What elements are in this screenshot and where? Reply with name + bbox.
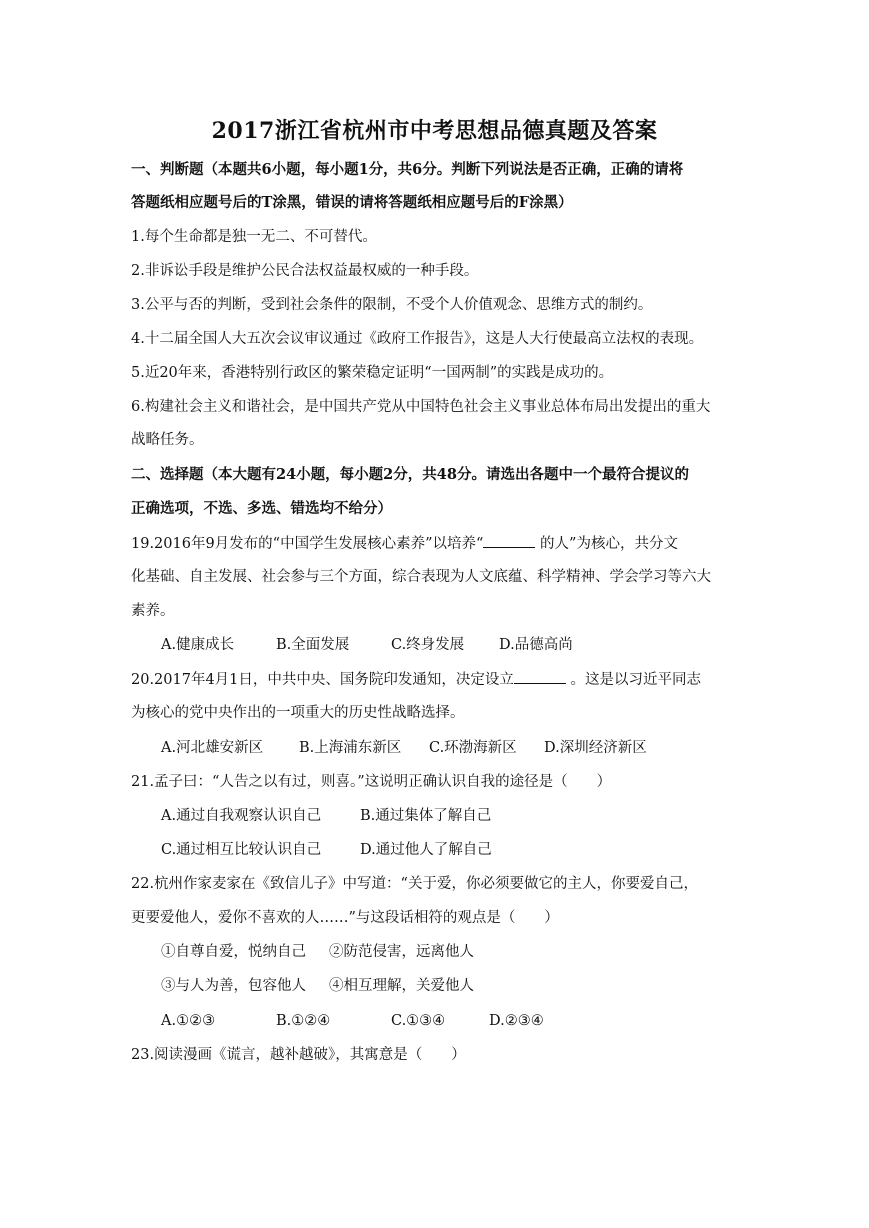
question-19-options bbox=[161, 635, 573, 655]
question-3: 3.公平与否的判断，受到社会条件的限制，不受个人价值观念、思维方式的制约。 bbox=[131, 297, 653, 313]
option-b: B.上海浦东新区 bbox=[299, 740, 402, 756]
question-19-line3: 素养。 bbox=[131, 603, 175, 619]
question-22-statements-row2 bbox=[161, 976, 474, 996]
question-20-line1 bbox=[131, 669, 701, 690]
question-20-text-a: 20.2017年4月1日，中共中央、国务院印发通知，决定设立 bbox=[131, 672, 514, 688]
option-d: D.通过他人了解自己 bbox=[360, 842, 492, 858]
statement-1: ①自尊自爱，悦纳自己 bbox=[161, 944, 306, 960]
question-22-line1: 22.杭州作家麦家在《致信儿子》中写道：“关于爱，你必须要做它的主人，你要爱自己， bbox=[131, 876, 698, 892]
option-d: D.品德高尚 bbox=[499, 637, 573, 653]
document-title: 2017浙江省杭州市中考思想品德真题及答案 bbox=[211, 118, 658, 144]
option-a: A.健康成长 bbox=[161, 637, 235, 653]
answer-blank bbox=[514, 669, 566, 684]
question-20-options bbox=[161, 738, 647, 758]
option-b: B.全面发展 bbox=[276, 637, 350, 653]
option-d: D.深圳经济新区 bbox=[544, 740, 647, 756]
option-b: B.①②④ bbox=[276, 1013, 331, 1029]
question-19-text-b: 的人”为核心，共分文 bbox=[535, 536, 678, 552]
question-6-line2: 战略任务。 bbox=[131, 432, 204, 448]
option-a: A.通过自我观察认识自己 bbox=[161, 808, 322, 824]
section2-heading-line2: 正确选项，不选、多选、错选均不给分） bbox=[131, 500, 392, 517]
question-21-options-row1 bbox=[161, 806, 491, 826]
option-b: B.通过集体了解自己 bbox=[360, 808, 492, 824]
question-5: 5.近20年来，香港特别行政区的繁荣稳定证明“一国两制”的实践是成功的。 bbox=[131, 365, 614, 381]
section1-heading-line2: 答题纸相应题号后的T涂黑，错误的请将答题纸相应题号后的F涂黑） bbox=[131, 194, 573, 211]
option-a: A.河北雄安新区 bbox=[161, 740, 264, 756]
question-20-line2: 为核心的党中央作出的一项重大的历史性战略选择。 bbox=[131, 705, 465, 721]
section2-heading-line1: 二、选择题（本大题有24小题，每小题2分，共48分。请选出各题中一个最符合提议的 bbox=[131, 466, 689, 483]
question-19-text-a: 19.2016年9月发布的“中国学生发展核心素养”以培养“ bbox=[131, 536, 484, 552]
option-d: D.②③④ bbox=[489, 1013, 544, 1029]
option-c: C.环渤海新区 bbox=[429, 740, 517, 756]
statement-4: ④相互理解，关爱他人 bbox=[329, 978, 474, 994]
option-c: C.通过相互比较认识自己 bbox=[161, 842, 322, 858]
question-1: 1.每个生命都是独一无二、不可替代。 bbox=[131, 229, 377, 245]
question-22-options bbox=[161, 1011, 544, 1031]
question-19-line2: 化基础、自主发展、社会参与三个方面，综合表现为人文底蕴、科学精神、学会学习等六大 bbox=[131, 569, 711, 585]
question-22-line2: 更要爱他人，爱你不喜欢的人……”与这段话相符的观点是（ ） bbox=[131, 910, 559, 926]
question-22-statements-row1 bbox=[161, 942, 474, 962]
option-a: A.①②③ bbox=[161, 1013, 216, 1029]
option-c: C.①③④ bbox=[391, 1013, 446, 1029]
section1-heading-line1: 一、判断题（本题共6小题，每小题1分，共6分。判断下列说法是否正确，正确的请将 bbox=[131, 161, 684, 178]
question-6-line1: 6.构建社会主义和谐社会，是中国共产党从中国特色社会主义事业总体布局出发提出的重大 bbox=[131, 399, 711, 415]
answer-blank bbox=[483, 533, 535, 548]
statement-3: ③与人为善，包容他人 bbox=[161, 978, 306, 994]
question-20-text-b: 。这是以习近平同志 bbox=[565, 672, 702, 688]
question-2: 2.非诉讼手段是维护公民合法权益最权威的一种手段。 bbox=[131, 263, 479, 279]
statement-2: ②防范侵害，远离他人 bbox=[329, 944, 474, 960]
question-21-options-row2 bbox=[161, 840, 492, 860]
question-23-line1: 23.阅读漫画《谎言，越补越破》，其寓意是（ ） bbox=[131, 1047, 466, 1063]
question-19-line1 bbox=[131, 533, 678, 554]
question-4: 4.十二届全国人大五次会议审议通过《政府工作报告》，这是人大行使最高立法权的表现。 bbox=[131, 331, 704, 347]
question-21-line1: 21.孟子曰：“人告之以有过，则喜。”这说明正确认识自我的途径是（ ） bbox=[131, 774, 612, 790]
option-c: C.终身发展 bbox=[391, 637, 465, 653]
